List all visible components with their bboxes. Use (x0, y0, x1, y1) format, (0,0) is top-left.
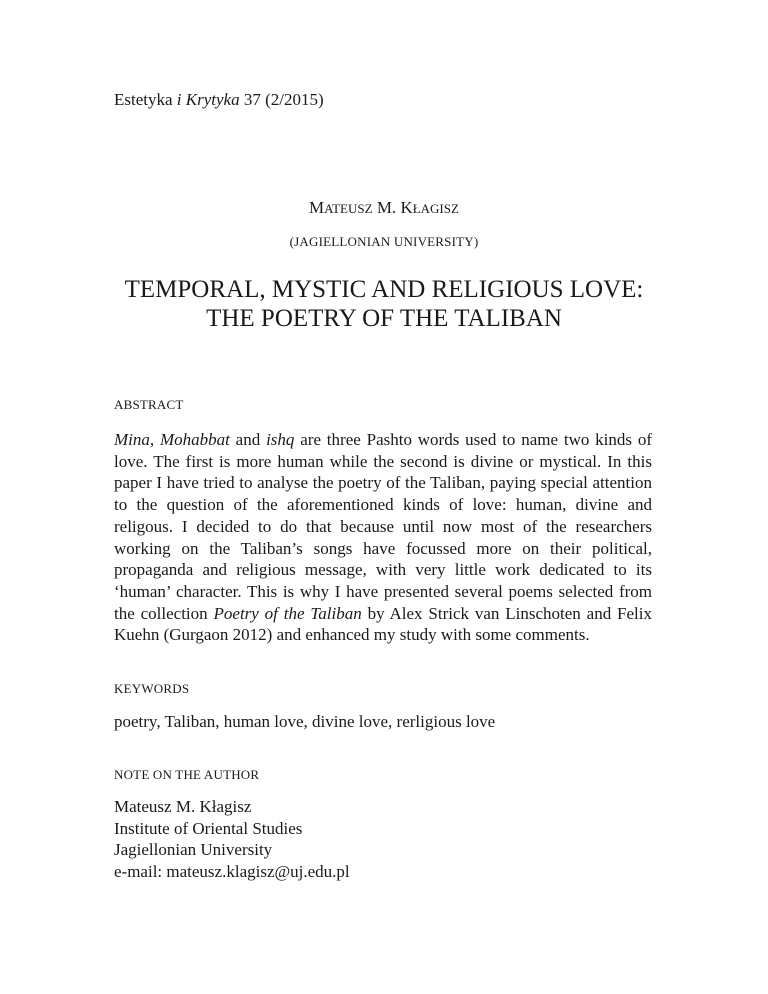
abstract-term-ishq: ishq (266, 430, 295, 449)
author-affiliation: (JAGIELLONIAN UNIVERSITY) (289, 234, 479, 249)
abstract-heading: ABSTRACT (114, 397, 184, 412)
note-university: Jagiellonian University (114, 840, 273, 860)
author-last-initial: K (400, 198, 413, 217)
author-note (114, 796, 350, 883)
abstract-book-title: Poetry of the Taliban (213, 603, 362, 623)
journal-name-italic: i Krytyka (176, 90, 240, 109)
title-line-1: TEMPORAL, MYSTIC AND RELIGIOUS LOVE: (124, 276, 644, 303)
note-institute: Institute of Oriental Studies (114, 818, 303, 838)
abstract-body-2: by Alex Strick van Linschoten and Felix Kuehn (Gurgaon 2012) and enhanced my study with some comments. (114, 603, 652, 645)
abstract-sep: and (229, 430, 267, 449)
article-title (0, 275, 768, 333)
journal-issue: 37 (2/2015) (239, 90, 324, 109)
author-middle: M. (372, 198, 401, 217)
author-first-rest: ATEUSZ (324, 201, 373, 216)
keywords-heading: KEYWORDS (114, 681, 190, 696)
abstract-body-1: are three Pashto words used to name two kinds of love. The first is more human while the second is divine or mystical. In this paper I have tried to analyse the poetry of the Taliban, paying special attention to the question of the aforementioned kinds of love: human, divine and religous. I decided to do that because until now most of the researchers working on the Taliban’s songs have focussed more on their political, propaganda and religious message, with very little work dedicated to its ‘human’ character. This is why I have presented several poems selected from the collection (114, 430, 652, 623)
title-line-2: THE POETRY OF THE TALIBAN (206, 305, 562, 332)
journal-header (114, 90, 324, 110)
abstract-sep: , (149, 430, 160, 449)
author-name (0, 198, 768, 218)
keywords-text: poetry, Taliban, human love, divine love, rerligious love (114, 712, 496, 731)
note-heading: NOTE ON THE AUTHOR (114, 767, 260, 782)
journal-name: Estetyka (114, 90, 177, 109)
note-name: Mateusz M. Kłagisz (114, 797, 252, 816)
author-first-initial: M (309, 198, 325, 217)
author-last-rest: ŁAGISZ (412, 201, 459, 216)
note-email: e-mail: mateusz.klagisz@uj.edu.pl (114, 862, 350, 882)
abstract-text (114, 429, 652, 646)
abstract-term-mohabbat: Mohabbat (159, 430, 230, 449)
abstract-term-mina: Mina (114, 430, 150, 449)
